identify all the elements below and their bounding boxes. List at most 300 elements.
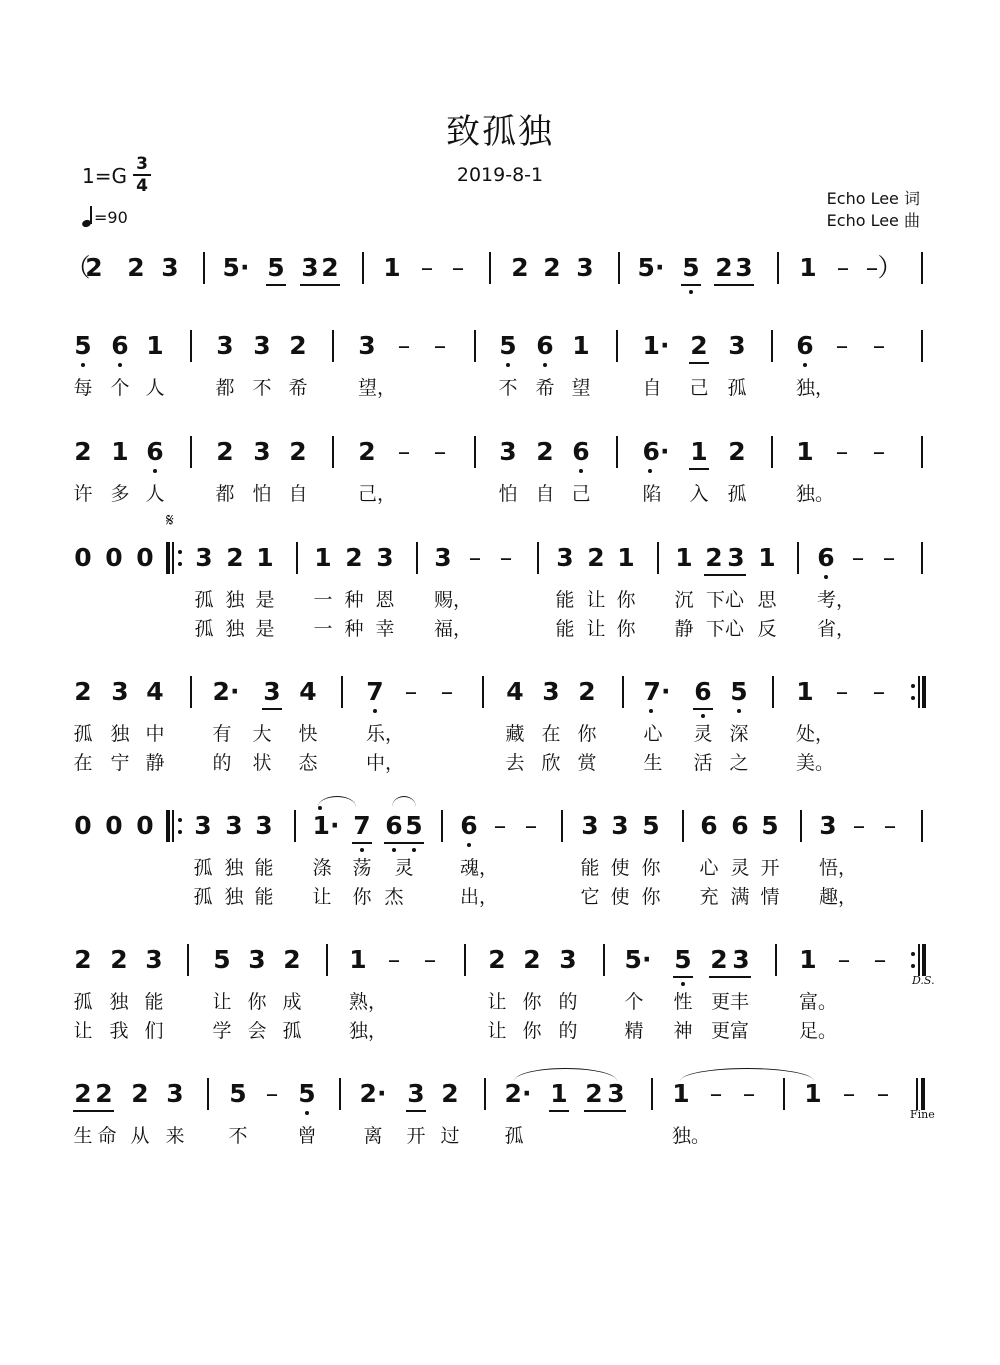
note-number: 2· <box>359 1079 387 1108</box>
low-octave-dot <box>467 843 471 847</box>
composer-credit: Echo Lee 曲 <box>826 211 920 230</box>
note-number: 3 <box>735 253 753 282</box>
lyric-syllable: 个 <box>624 991 644 1013</box>
song-title: 致孤独 <box>446 112 554 152</box>
note-number: 2 <box>74 1079 92 1108</box>
lyric-syllable: 每 <box>73 377 93 399</box>
lyric-syllable: 静 <box>674 618 694 640</box>
barline-stroke <box>682 810 684 842</box>
barline-stroke <box>489 252 491 284</box>
lyric-syllable: 你 <box>641 857 661 879</box>
note-number: 2 <box>226 543 244 572</box>
score-row <box>0 436 1000 546</box>
lyric-syllable: 思 <box>757 589 777 611</box>
lyric-syllable: 下心 <box>705 589 745 611</box>
note-number: 1 <box>256 543 274 572</box>
lyric-syllable: 是 <box>255 589 275 611</box>
sustain-dash: – <box>876 1079 890 1108</box>
repeat-dots <box>178 818 182 836</box>
lyric-syllable: 孤 <box>727 483 747 505</box>
lyric-syllable: 望， <box>357 377 397 399</box>
tie-arc <box>680 1068 814 1081</box>
note-number: 5 <box>229 1079 247 1108</box>
lyric-syllable: 快 <box>298 723 318 745</box>
note-number: 2 <box>110 945 128 974</box>
sustain-dash: – <box>423 945 437 974</box>
note-number: 2 <box>74 437 92 466</box>
score-row <box>0 676 1000 786</box>
eighth-underline <box>689 468 709 470</box>
lyric-syllable: 你 <box>247 991 267 1013</box>
lyric-syllable: 状 <box>252 752 272 774</box>
lyric-syllable: 让 <box>586 589 606 611</box>
low-octave-dot <box>305 1111 309 1115</box>
lyric-syllable: 孤 <box>73 723 93 745</box>
barline-stroke <box>771 436 773 468</box>
note-number: 1 <box>675 543 693 572</box>
lyric-syllable: 情 <box>760 886 780 908</box>
barline-stroke <box>657 542 659 574</box>
note-number: 2 <box>543 253 561 282</box>
barline-stroke <box>362 252 364 284</box>
lyric-syllable: 不 <box>228 1125 248 1147</box>
lyric-syllable: 富。 <box>798 991 838 1013</box>
lyric-syllable: 孤 <box>73 991 93 1013</box>
lyric-syllable: 自 <box>535 483 555 505</box>
eighth-underline <box>681 284 701 286</box>
sustain-dash: – <box>883 811 897 840</box>
note-number: 3 <box>225 811 243 840</box>
barline-stroke <box>918 944 920 976</box>
lyric-syllable: 你 <box>577 723 597 745</box>
sustain-dash: – <box>397 331 411 360</box>
lyric-syllable: 开 <box>760 857 780 879</box>
eighth-underline <box>73 1110 114 1112</box>
eighth-underline <box>262 708 282 710</box>
lyric-syllable: 灵 <box>693 723 713 745</box>
note-number: 2 <box>345 543 363 572</box>
lyric-syllable: 出， <box>459 886 499 908</box>
lyric-syllable: 欣 <box>541 752 561 774</box>
note-number: 5· <box>222 253 250 282</box>
lyric-syllable: 去 <box>505 752 525 774</box>
ds-marking: D.S. <box>912 974 935 987</box>
barline-stroke <box>172 542 174 574</box>
note-number: 3 <box>499 437 517 466</box>
lyric-syllable: 种 <box>344 589 364 611</box>
note-number: 5 <box>267 253 285 282</box>
note-number: 0 <box>74 543 92 572</box>
note-number: 1 <box>796 437 814 466</box>
lyric-syllable: 态 <box>298 752 318 774</box>
note-number: 3 <box>166 1079 184 1108</box>
lyric-syllable: 独， <box>795 377 835 399</box>
lyric-syllable: 开 <box>406 1125 426 1147</box>
sustain-dash: – <box>499 543 513 572</box>
barline-stroke <box>921 1078 925 1110</box>
note-number: 5 <box>298 1079 316 1108</box>
low-octave-dot <box>118 363 122 367</box>
lyric-syllable: 美。 <box>795 752 835 774</box>
repeat-dots <box>178 550 182 568</box>
barline-stroke <box>921 810 923 842</box>
note-number: 5 <box>213 945 231 974</box>
note-number: 6 <box>796 331 814 360</box>
sustain-dash: – <box>842 1079 856 1108</box>
note-number: 0 <box>105 811 123 840</box>
lyric-syllable: 己 <box>571 483 591 505</box>
lyric-syllable: 悟， <box>818 857 858 879</box>
low-octave-dot <box>701 714 705 718</box>
lyric-syllable: 灵 <box>394 857 414 879</box>
sustain-dash: – <box>265 1079 279 1108</box>
note-number: 1 <box>314 543 332 572</box>
low-octave-dot <box>648 469 652 473</box>
note-number: 3 <box>542 677 560 706</box>
lyric-syllable: 不 <box>252 377 272 399</box>
note-number: 6 <box>146 437 164 466</box>
lyric-syllable: 你 <box>522 1020 542 1042</box>
sustain-dash: – <box>440 677 454 706</box>
sustain-dash: – <box>420 253 434 282</box>
sustain-dash: – <box>865 253 879 282</box>
lyric-syllable: 让 <box>312 886 332 908</box>
note-number: 3 <box>611 811 629 840</box>
barline-stroke <box>537 542 539 574</box>
lyric-syllable: 乐， <box>365 723 405 745</box>
note-number: 6 <box>385 811 403 840</box>
barline-stroke <box>772 676 774 708</box>
note-number: 6 <box>572 437 590 466</box>
note-number: 1 <box>804 1079 822 1108</box>
sustain-dash: – <box>433 331 447 360</box>
note-number: 6· <box>642 437 670 466</box>
note-number: 5· <box>637 253 665 282</box>
lyric-syllable: 不 <box>498 377 518 399</box>
lyric-syllable: 下心 <box>705 618 745 640</box>
barline-stroke <box>921 252 923 284</box>
lyric-syllable: 福， <box>433 618 473 640</box>
lyric-syllable: 独 <box>224 857 244 879</box>
lyric-syllable: 心 <box>643 723 663 745</box>
tie-arc <box>514 1068 617 1081</box>
low-octave-dot <box>81 363 85 367</box>
lyric-syllable: 过 <box>440 1125 460 1147</box>
note-number: 2 <box>74 677 92 706</box>
note-number: 1 <box>572 331 590 360</box>
note-number: 4 <box>299 677 317 706</box>
note-number: 2 <box>358 437 376 466</box>
note-number: 5 <box>405 811 423 840</box>
note-number: 3 <box>434 543 452 572</box>
sustain-dash: – <box>851 543 865 572</box>
lyric-syllable: 独 <box>224 886 244 908</box>
lyric-syllable: 都 <box>215 483 235 505</box>
lyric-syllable: 的 <box>558 991 578 1013</box>
note-number: 3 <box>161 253 179 282</box>
sustain-dash: – <box>835 437 849 466</box>
lyric-syllable: 杰 <box>384 886 404 908</box>
barline-stroke <box>332 330 334 362</box>
lyric-syllable: 涤 <box>312 857 332 879</box>
note-number: 2 <box>523 945 541 974</box>
barline-stroke <box>484 1078 486 1110</box>
note-number: 3 <box>358 331 376 360</box>
barline-stroke <box>441 810 443 842</box>
lyric-syllable: 能 <box>254 857 274 879</box>
lyric-syllable: 一 <box>313 589 333 611</box>
barline-stroke <box>339 1078 341 1110</box>
lyric-syllable: 反 <box>757 618 777 640</box>
sustain-dash: – <box>852 811 866 840</box>
note-number: 2 <box>131 1079 149 1108</box>
eighth-underline <box>704 574 746 576</box>
note-number: 5 <box>682 253 700 282</box>
sustain-dash: – <box>387 945 401 974</box>
barline-stroke <box>172 810 174 842</box>
repeat-dots <box>911 684 915 702</box>
note-number: 3 <box>727 543 745 572</box>
note-number: 1 <box>349 945 367 974</box>
eighth-underline <box>673 976 693 978</box>
sustain-dash: – <box>882 543 896 572</box>
lyric-syllable: 你 <box>616 589 636 611</box>
eighth-underline <box>689 362 709 364</box>
eighth-underline <box>693 708 713 710</box>
sustain-dash: – <box>524 811 538 840</box>
note-number: 1 <box>146 331 164 360</box>
note-number: 2 <box>441 1079 459 1108</box>
lyric-syllable: 种 <box>344 618 364 640</box>
barline-stroke <box>187 944 189 976</box>
note-number: 1 <box>550 1079 568 1108</box>
lyric-syllable: 能 <box>580 857 600 879</box>
time-numerator: 3 <box>136 154 148 174</box>
lyric-syllable: 独。 <box>671 1125 711 1147</box>
barline-stroke <box>921 330 923 362</box>
note-number: 5 <box>499 331 517 360</box>
lyric-syllable: 让 <box>487 991 507 1013</box>
low-octave-dot <box>153 469 157 473</box>
note-number: 2 <box>289 331 307 360</box>
low-octave-dot <box>373 709 377 713</box>
note-number: 4 <box>146 677 164 706</box>
low-octave-dot <box>649 709 653 713</box>
barline-stroke <box>651 1078 653 1110</box>
barline-stroke <box>296 542 298 574</box>
lyric-syllable: 怕 <box>252 483 272 505</box>
lyric-syllable: 学 <box>212 1020 232 1042</box>
lyric-syllable: 孤 <box>193 857 213 879</box>
lyric-syllable: 人 <box>145 377 165 399</box>
lyric-syllable: 命 <box>97 1125 117 1147</box>
note-number: 5 <box>761 811 779 840</box>
note-number: 3 <box>248 945 266 974</box>
note-number: 0 <box>74 811 92 840</box>
lyric-syllable: 省， <box>816 618 856 640</box>
barline-stroke <box>166 810 170 842</box>
note-number: 6 <box>111 331 129 360</box>
note-number: 3 <box>376 543 394 572</box>
lyric-syllable: 神 <box>673 1020 693 1042</box>
lyric-syllable: 大 <box>252 723 272 745</box>
lyric-syllable: 生 <box>73 1125 93 1147</box>
lyric-syllable: 独 <box>110 723 130 745</box>
score-row <box>0 1078 1000 1188</box>
repeat-dots <box>911 952 915 970</box>
lyric-syllable: 能 <box>254 886 274 908</box>
lyric-syllable: 让 <box>212 991 232 1013</box>
lyric-syllable: 中 <box>145 723 165 745</box>
note-number: 7 <box>353 811 371 840</box>
note-number: 1 <box>672 1079 690 1108</box>
lyric-syllable: 使 <box>610 886 630 908</box>
lyric-syllable: 一 <box>313 618 333 640</box>
eighth-underline <box>709 976 751 978</box>
note-number: 2 <box>728 437 746 466</box>
note-number: 5 <box>674 945 692 974</box>
note-number: 1 <box>799 253 817 282</box>
note-number: 3 <box>263 677 281 706</box>
sustain-dash: – <box>451 253 465 282</box>
lyric-syllable: 的 <box>212 752 232 774</box>
note-number: 3 <box>195 543 213 572</box>
eighth-underline <box>584 1110 626 1112</box>
lyric-syllable: 孤 <box>282 1020 302 1042</box>
note-number: 6 <box>731 811 749 840</box>
barline-stroke <box>190 676 192 708</box>
barline-stroke <box>603 944 605 976</box>
low-octave-dot <box>681 982 685 986</box>
slur-arc <box>392 796 416 807</box>
note-number: 2 <box>536 437 554 466</box>
barline-stroke <box>416 542 418 574</box>
low-octave-dot <box>392 848 396 852</box>
note-number: 2 <box>95 1079 113 1108</box>
eighth-underline <box>300 284 340 286</box>
barline-stroke <box>482 676 484 708</box>
note-number: 1 <box>383 253 401 282</box>
sustain-dash: – <box>468 543 482 572</box>
lyric-syllable: 能 <box>555 618 575 640</box>
note-number: 2 <box>289 437 307 466</box>
lyric-syllable: 让 <box>586 618 606 640</box>
lyric-syllable: 让 <box>487 1020 507 1042</box>
lyric-syllable: 我 <box>109 1020 129 1042</box>
note-number: 1· <box>312 811 340 840</box>
sustain-dash: – <box>742 1079 756 1108</box>
score-row <box>0 944 1000 1054</box>
note-number: 2 <box>585 1079 603 1108</box>
barline-stroke <box>207 1078 209 1110</box>
lyric-syllable: 孤 <box>194 618 214 640</box>
low-octave-dot <box>543 363 547 367</box>
barline-stroke <box>166 542 170 574</box>
barline-stroke <box>464 944 466 976</box>
note-number: 2 <box>710 945 728 974</box>
barline-stroke <box>800 810 802 842</box>
lyric-syllable: 荡 <box>352 857 372 879</box>
lyric-syllable: 赐， <box>433 589 473 611</box>
note-number: 2 <box>578 677 596 706</box>
lyric-syllable: 离 <box>363 1125 383 1147</box>
low-octave-dot <box>689 290 693 294</box>
lyric-syllable: 会 <box>247 1020 267 1042</box>
note-number: 2 <box>321 253 339 282</box>
note-number: 6 <box>700 811 718 840</box>
lyric-syllable: 深 <box>729 723 749 745</box>
note-number: 3 <box>145 945 163 974</box>
barline-stroke <box>777 252 779 284</box>
lyric-syllable: 孤 <box>504 1125 524 1147</box>
note-number: 3 <box>559 945 577 974</box>
lyric-syllable: 望 <box>571 377 591 399</box>
note-number: 3 <box>581 811 599 840</box>
note-number: 5 <box>642 811 660 840</box>
barline-stroke <box>921 542 923 574</box>
barline-stroke <box>921 436 923 468</box>
lyric-syllable: 活 <box>693 752 713 774</box>
note-number: 0 <box>136 543 154 572</box>
fine-marking: Fine <box>910 1108 935 1121</box>
lyric-syllable: 在 <box>541 723 561 745</box>
barline-stroke <box>616 330 618 362</box>
lyric-syllable: 沉 <box>674 589 694 611</box>
barline-stroke <box>618 252 620 284</box>
low-octave-dot <box>412 848 416 852</box>
barline-stroke <box>190 436 192 468</box>
lyric-syllable: 怕 <box>498 483 518 505</box>
sustain-dash: – <box>493 811 507 840</box>
lyric-syllable: 幸 <box>375 618 395 640</box>
lyric-syllable: 孤 <box>193 886 213 908</box>
lyric-syllable: 生 <box>643 752 663 774</box>
low-octave-dot <box>360 848 364 852</box>
lyric-syllable: 孤 <box>194 589 214 611</box>
barline-stroke <box>332 436 334 468</box>
note-number: 3 <box>607 1079 625 1108</box>
lyric-syllable: 更富 <box>710 1020 750 1042</box>
lyric-syllable: 性 <box>673 991 693 1013</box>
lyric-syllable: 灵 <box>730 857 750 879</box>
bracket: ） <box>877 253 903 282</box>
note-number: 5 <box>730 677 748 706</box>
note-number: 2 <box>74 945 92 974</box>
low-octave-dot <box>803 363 807 367</box>
barline-stroke <box>922 944 926 976</box>
note-number: 7· <box>643 677 671 706</box>
sustain-dash: – <box>872 677 886 706</box>
low-octave-dot <box>737 709 741 713</box>
note-number: 7 <box>366 677 384 706</box>
barline-stroke <box>474 330 476 362</box>
note-number: 6 <box>536 331 554 360</box>
note-number: 3 <box>407 1079 425 1108</box>
note-number: 2· <box>212 677 240 706</box>
barline-stroke <box>916 1078 918 1110</box>
note-number: 3 <box>301 253 319 282</box>
barline-stroke <box>775 944 777 976</box>
lyric-syllable: 藏 <box>505 723 525 745</box>
note-number: 3 <box>728 331 746 360</box>
lyric-syllable: 从 <box>130 1125 150 1147</box>
sustain-dash: – <box>835 677 849 706</box>
note-number: 2 <box>690 331 708 360</box>
note-number: 6 <box>694 677 712 706</box>
sustain-dash: – <box>404 677 418 706</box>
lyric-syllable: 趣， <box>818 886 858 908</box>
lyric-syllable: 你 <box>522 991 542 1013</box>
